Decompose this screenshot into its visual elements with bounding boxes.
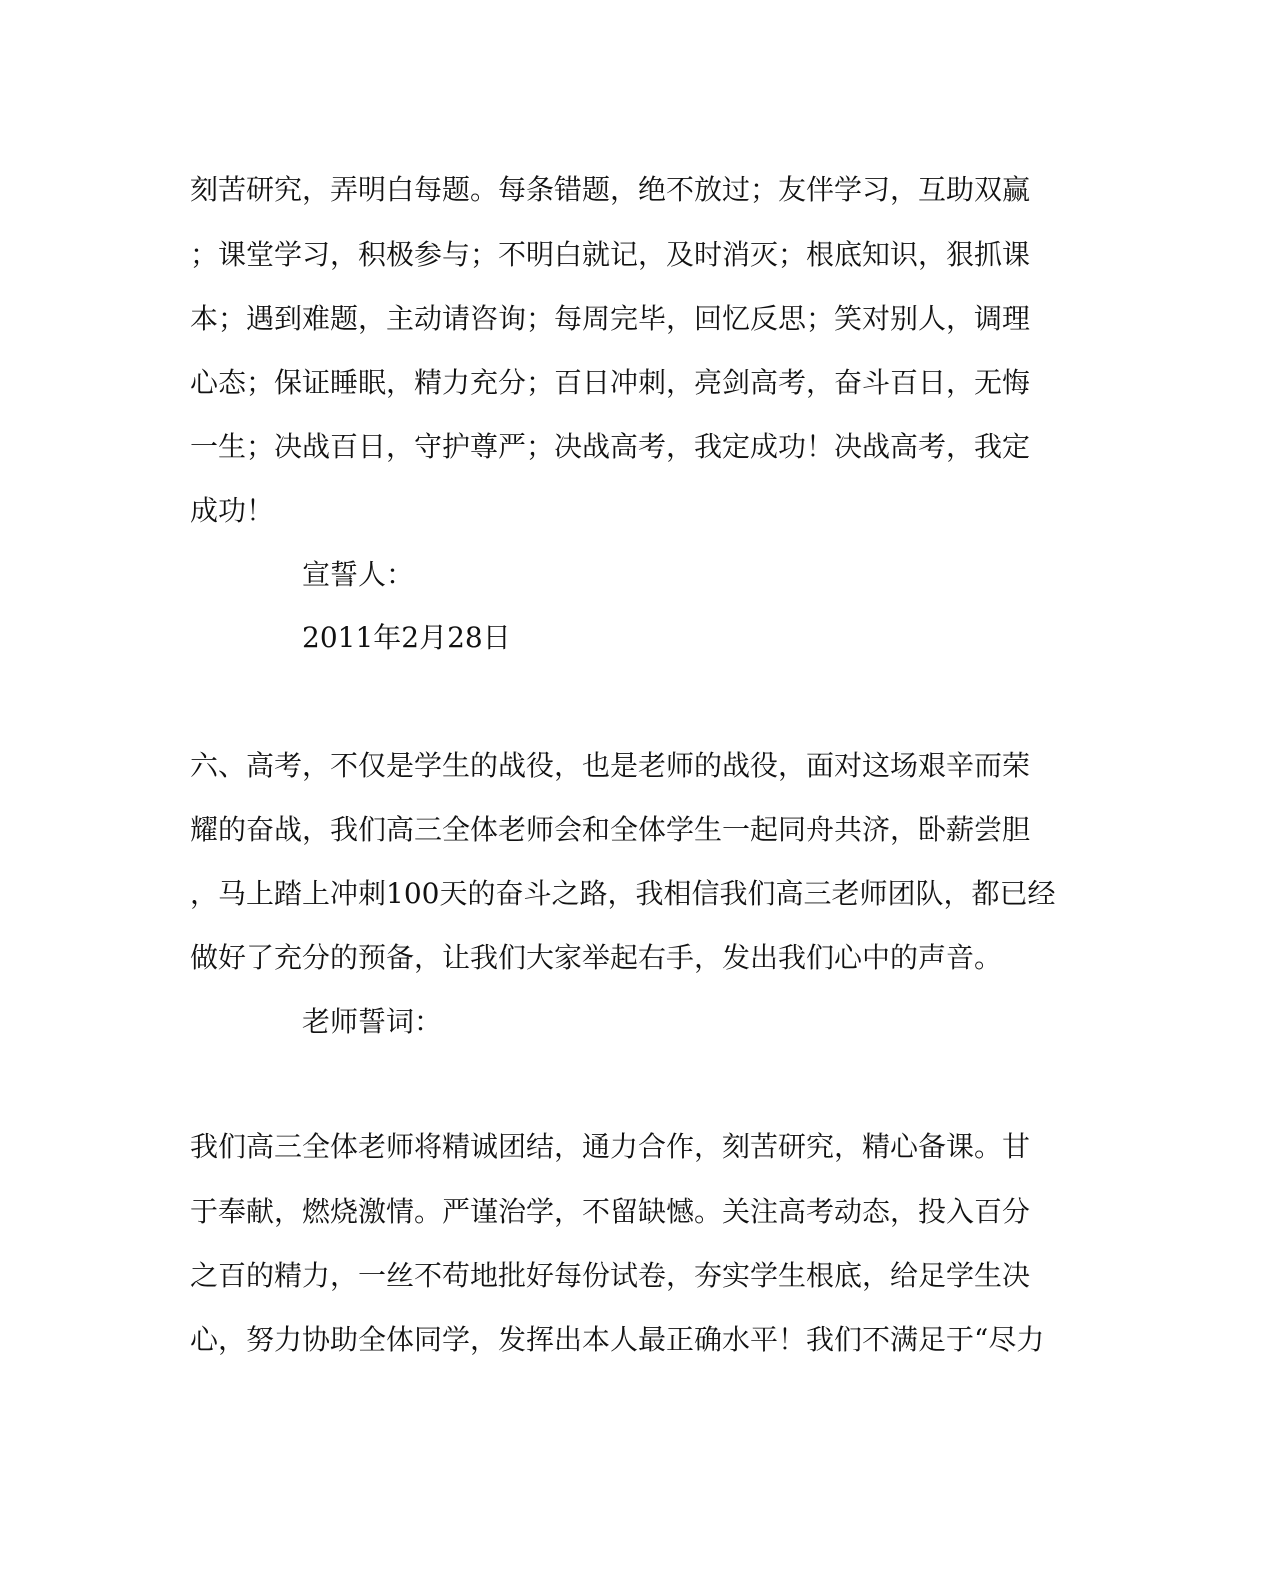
text-line: 之百的精力，一丝不苟地批好每份试卷，夯实学生根底，给足学生决 bbox=[190, 1259, 1031, 1292]
text-line: 一生；决战百日，守护尊严；决战高考，我定成功！决战高考，我定 bbox=[190, 430, 1031, 463]
text-line: 刻苦研究，弄明白每题。每条错题，绝不放过；友伴学习，互助双赢 bbox=[190, 173, 1031, 206]
text-line: 于奉献，燃烧激情。严谨治学，不留缺憾。关注高考动态，投入百分 bbox=[190, 1195, 1031, 1228]
oath-date: 2011年2月28日 bbox=[302, 621, 511, 654]
text-line: 我们高三全体老师将精诚团结，通力合作，刻苦研究，精心备课。甘 bbox=[190, 1130, 1031, 1163]
oath-person-label: 宣誓人： bbox=[302, 558, 415, 591]
teacher-oath-label: 老师誓词： bbox=[302, 1005, 443, 1038]
text-line: 做好了充分的预备，让我们大家举起右手，发出我们心中的声音。 bbox=[190, 941, 1003, 974]
text-line: 心，努力协助全体同学，发挥出本人最正确水平！我们不满足于“尽力 bbox=[190, 1323, 1045, 1356]
text-line: 耀的奋战，我们高三全体老师会和全体学生一起同舟共济，卧薪尝胆 bbox=[190, 813, 1031, 846]
text-line: 本；遇到难题，主动请咨询；每周完毕，回忆反思；笑对别人，调理 bbox=[190, 302, 1031, 335]
text-line: ；课堂学习，积极参与；不明白就记，及时消灭；根底知识，狠抓课 bbox=[190, 238, 1031, 271]
text-line: 成功！ bbox=[190, 494, 275, 527]
text-line: 心态；保证睡眠，精力充分；百日冲刺，亮剑高考，奋斗百日，无悔 bbox=[190, 366, 1031, 399]
text-line: ，马上踏上冲刺100天的奋斗之路，我相信我们高三老师团队，都已经 bbox=[190, 877, 1056, 910]
text-line: 六、高考，不仅是学生的战役，也是老师的战役，面对这场艰辛而荣 bbox=[190, 749, 1031, 782]
